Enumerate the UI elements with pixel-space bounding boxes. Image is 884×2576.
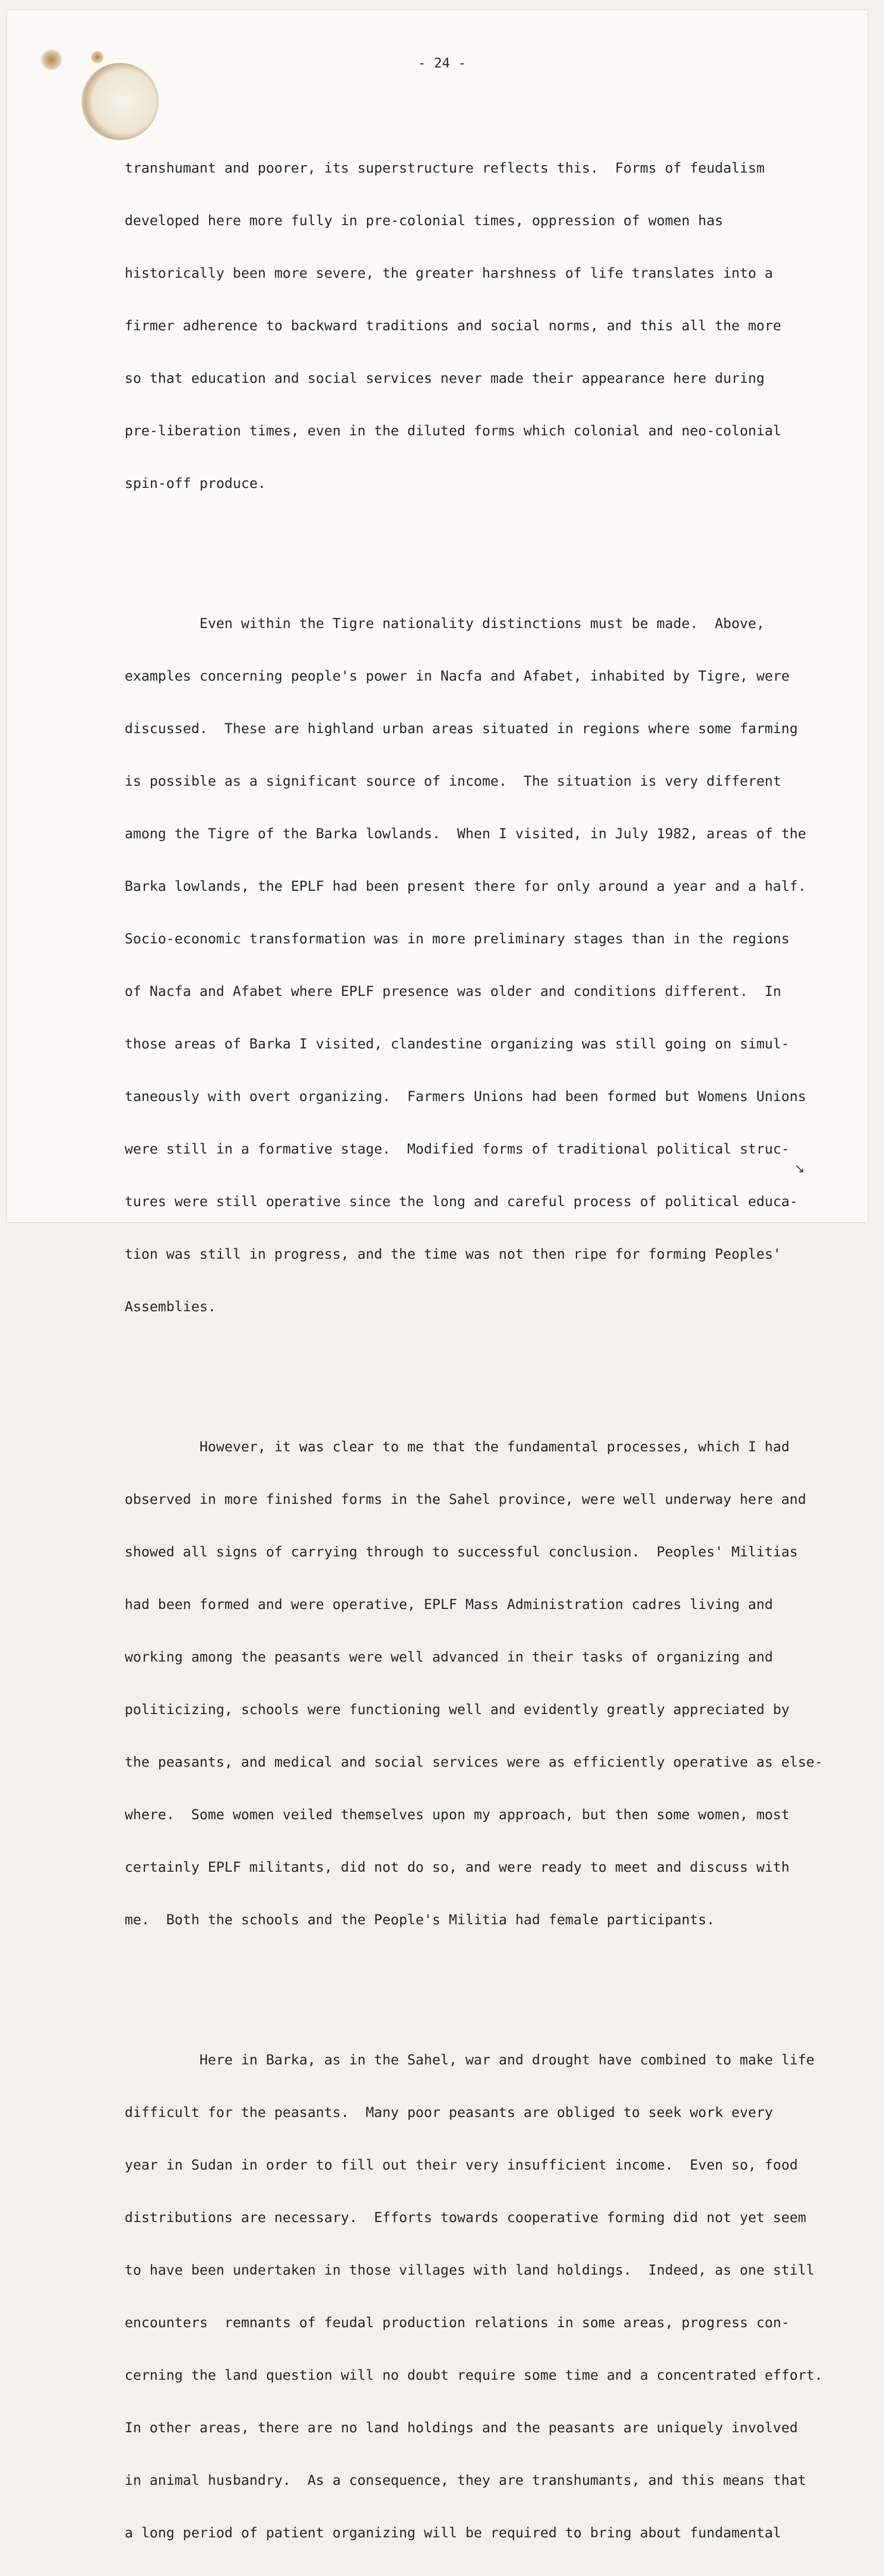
- text-line: among the Tigre of the Barka lowlands. When I visited, in July 1982, areas of the: [125, 826, 806, 842]
- text-line: historically been more severe, the greater harshness of life translates into a: [125, 265, 773, 281]
- text-line: year in Sudan in order to fill out their very insufficient income. Even so, food: [125, 2157, 798, 2173]
- paragraph: [125, 1403, 856, 1964]
- text-line: Here in Barka, as in the Sahel, war and drought have combined to make life: [125, 2052, 815, 2068]
- text-line: me. Both the schools and the People's Militia had female participants.: [125, 1912, 715, 1928]
- text-line: tion was still in progress, and the time was not then ripe for forming Peoples': [125, 1246, 781, 1262]
- text-line: taneously with overt organizing. Farmers Unions had been formed but Womens Unions: [125, 1089, 806, 1105]
- text-line: were still in a formative stage. Modified forms of traditional political struc-: [125, 1141, 790, 1157]
- text-line: is possible as a significant source of income. The situation is very different: [125, 773, 781, 789]
- text-line: distributions are necessary. Efforts towards cooperative forming did not yet seem: [125, 2210, 806, 2226]
- paragraph: [125, 125, 856, 528]
- text-line: of Nacfa and Afabet where EPLF presence was older and conditions different. In: [125, 984, 781, 999]
- text-line: In other areas, there are no land holdings and the peasants are uniquely involved: [125, 2420, 798, 2436]
- text-line: showed all signs of carrying through to successful conclusion. Peoples' Militias: [125, 1544, 798, 1560]
- text-line: However, it was clear to me that the fundamental processes, which I had: [125, 1439, 790, 1455]
- text-line: to have been undertaken in those villages with land holdings. Indeed, as one still: [125, 2262, 815, 2278]
- text-line: encounters remnants of feudal production relations in some areas, progress con-: [125, 2315, 790, 2331]
- text-line: observed in more finished forms in the Sahel province, were well underway here and: [125, 1492, 806, 1507]
- text-line: difficult for the peasants. Many poor peasants are obliged to seek work every: [125, 2105, 773, 2121]
- text-line: pre-liberation times, even in the diluted forms which colonial and neo-colonial: [125, 423, 781, 439]
- paragraph: [125, 2016, 856, 2576]
- text-line: developed here more fully in pre-colonial times, oppression of women has: [125, 213, 723, 229]
- text-line: certainly EPLF militants, did not do so, and were ready to meet and discuss with: [125, 1859, 790, 1875]
- text-line: transhumant and poorer, its superstructure reflects this. Forms of feudalism: [125, 160, 765, 176]
- text-line: Assemblies.: [125, 1299, 216, 1315]
- paragraph: [125, 580, 856, 1351]
- text-line: cerning the land question will no doubt require some time and a concentrated effort.: [125, 2367, 823, 2383]
- text-line: so that education and social services never made their appearance here during: [125, 370, 765, 386]
- text-line: working among the peasants were well advanced in their tasks of organizing and: [125, 1649, 773, 1665]
- text-line: examples concerning people's power in Nacfa and Afabet, inhabited by Tigre, were: [125, 668, 790, 684]
- text-line: tures were still operative since the long and careful process of political educa-: [125, 1194, 798, 1210]
- text-line: Barka lowlands, the EPLF had been present there for only around a year and a half.: [125, 878, 806, 894]
- text-line: had been formed and were operative, EPLF Mass Administration cadres living and: [125, 1597, 773, 1613]
- text-line: discussed. These are highland urban areas situated in regions where some farming: [125, 721, 798, 737]
- text-line: politicizing, schools were functioning well and evidently greatly appreciated by: [125, 1702, 790, 1718]
- text-line: a long period of patient organizing will be required to bring about fundamental: [125, 2525, 781, 2541]
- text-line: those areas of Barka I visited, clandestine organizing was still going on simul-: [125, 1036, 790, 1052]
- text-line: where. Some women veiled themselves upon my approach, but then some women, most: [125, 1807, 790, 1823]
- text-line: Even within the Tigre nationality distinctions must be made. Above,: [125, 616, 765, 632]
- text-line: the peasants, and medical and social services were as efficiently operative as else-: [125, 1754, 823, 1770]
- text-line: Socio-economic transformation was in more preliminary stages than in the regions: [125, 931, 790, 947]
- continuation-arrow-icon: ↘: [794, 1161, 805, 1176]
- text-line: in animal husbandry. As a consequence, they are transhumants, and this means that: [125, 2472, 806, 2488]
- text-line: firmer adherence to backward traditions and social norms, and this all the more: [125, 318, 781, 334]
- text-line: spin-off produce.: [125, 476, 266, 492]
- page-number: - 24 -: [418, 56, 466, 71]
- body-text: [125, 90, 856, 2576]
